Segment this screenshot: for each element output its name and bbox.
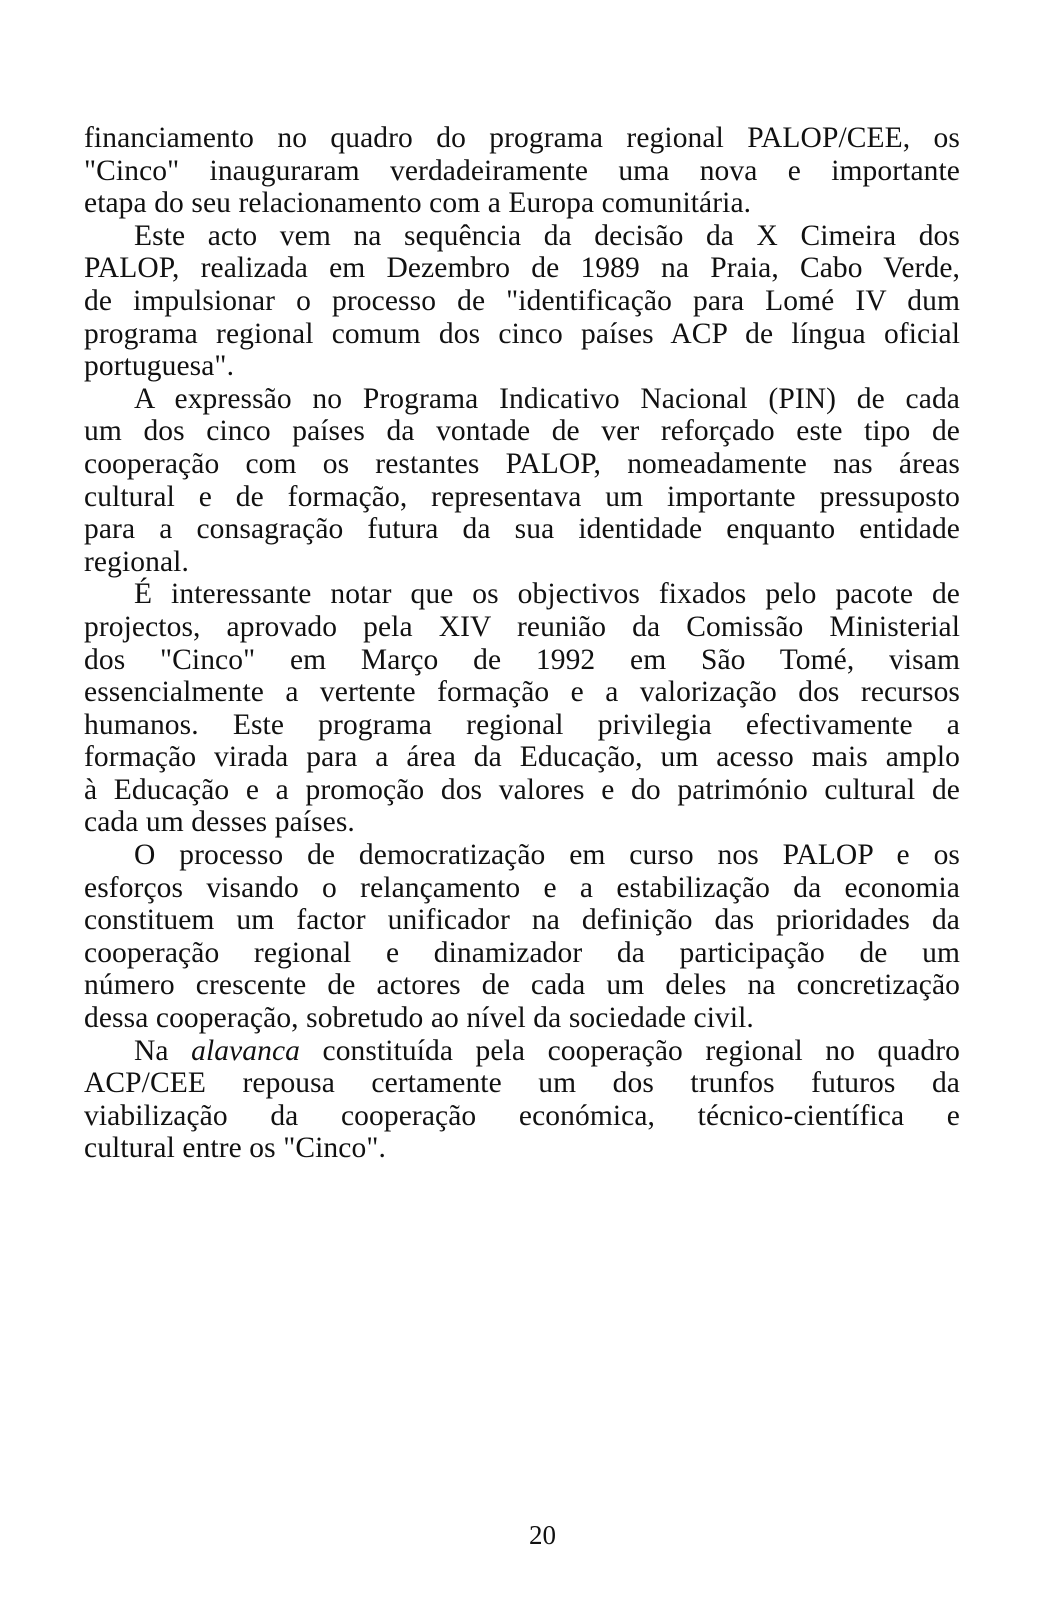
text-line: cultural entre os "Cinco". <box>84 1132 386 1165</box>
text-line: de impulsionar o processo de "identificação para Lomé IV dum <box>84 284 960 317</box>
emphasized-word: alavanca <box>191 1034 301 1067</box>
paragraph-2 <box>84 220 960 383</box>
text-line: formação virada para a área da Educação, um acesso mais amplo <box>84 741 960 774</box>
paragraph-6 <box>84 1035 960 1165</box>
text-line: regional. <box>84 545 189 578</box>
paragraph-1 <box>84 122 960 220</box>
text-line: dessa cooperação, sobretudo ao nível da sociedade civil. <box>84 1002 754 1035</box>
text-line: ACP/CEE repousa certamente um dos trunfos futuros da <box>84 1067 960 1100</box>
text-line: "Cinco" inauguraram verdadeiramente uma nova e importante <box>84 154 960 187</box>
text-line: cultural e de formação, representava um importante pressuposto <box>84 480 960 513</box>
text-line: A expressão no Programa Indicativo Nacional (PIN) de cada <box>134 382 960 415</box>
text-line: O processo de democratização em curso nos PALOP e os <box>134 839 960 872</box>
text-line: essencialmente a vertente formação e a valorização dos recursos <box>84 676 960 709</box>
text-line: PALOP, realizada em Dezembro de 1989 na Praia, Cabo Verde, <box>84 252 960 285</box>
text-line: Este acto vem na sequência da decisão da X Cimeira dos <box>134 219 960 252</box>
text-line: portuguesa". <box>84 350 235 383</box>
text-line: projectos, aprovado pela XIV reunião da Comissão Ministerial <box>84 610 960 643</box>
text-line: É interessante notar que os objectivos fixados pelo pacote de <box>134 578 960 611</box>
text-line: um dos cinco países da vontade de ver reforçado este tipo de <box>84 415 960 448</box>
text-line: à Educação e a promoção dos valores e do património cultural de <box>84 773 960 806</box>
page-number <box>0 1520 1045 1551</box>
text-line: cooperação com os restantes PALOP, nomeadamente nas áreas <box>84 447 960 480</box>
text-line: dos "Cinco" em Março de 1992 em São Tomé, visam <box>84 643 960 676</box>
text-line-with-emphasis: Na alavanca constituída pela cooperação regional no quadro <box>134 1034 960 1067</box>
text-line: cooperação regional e dinamizador da participação de um <box>84 936 960 969</box>
document-body <box>84 122 960 1165</box>
text-line: esforços visando o relançamento e a estabilização da economia <box>84 871 960 904</box>
text-line: constituem um factor unificador na definição das prioridades da <box>84 904 960 937</box>
text-line: para a consagração futura da sua identidade enquanto entidade <box>84 513 960 546</box>
text-line: viabilização da cooperação económica, técnico-científica e <box>84 1099 960 1132</box>
paragraph-3 <box>84 383 960 579</box>
text-line: etapa do seu relacionamento com a Europa comunitária. <box>84 187 752 220</box>
page-number-text: 20 <box>529 1520 556 1550</box>
paragraph-5 <box>84 839 960 1035</box>
text-line: financiamento no quadro do programa regional PALOP/CEE, os <box>84 122 960 154</box>
text-line: número crescente de actores de cada um deles na concretização <box>84 969 960 1002</box>
text-line: programa regional comum dos cinco países ACP de língua oficial <box>84 317 960 350</box>
text-line: humanos. Este programa regional privilegia efectivamente a <box>84 708 960 741</box>
text-line: cada um desses países. <box>84 806 355 839</box>
paragraph-4 <box>84 578 960 839</box>
